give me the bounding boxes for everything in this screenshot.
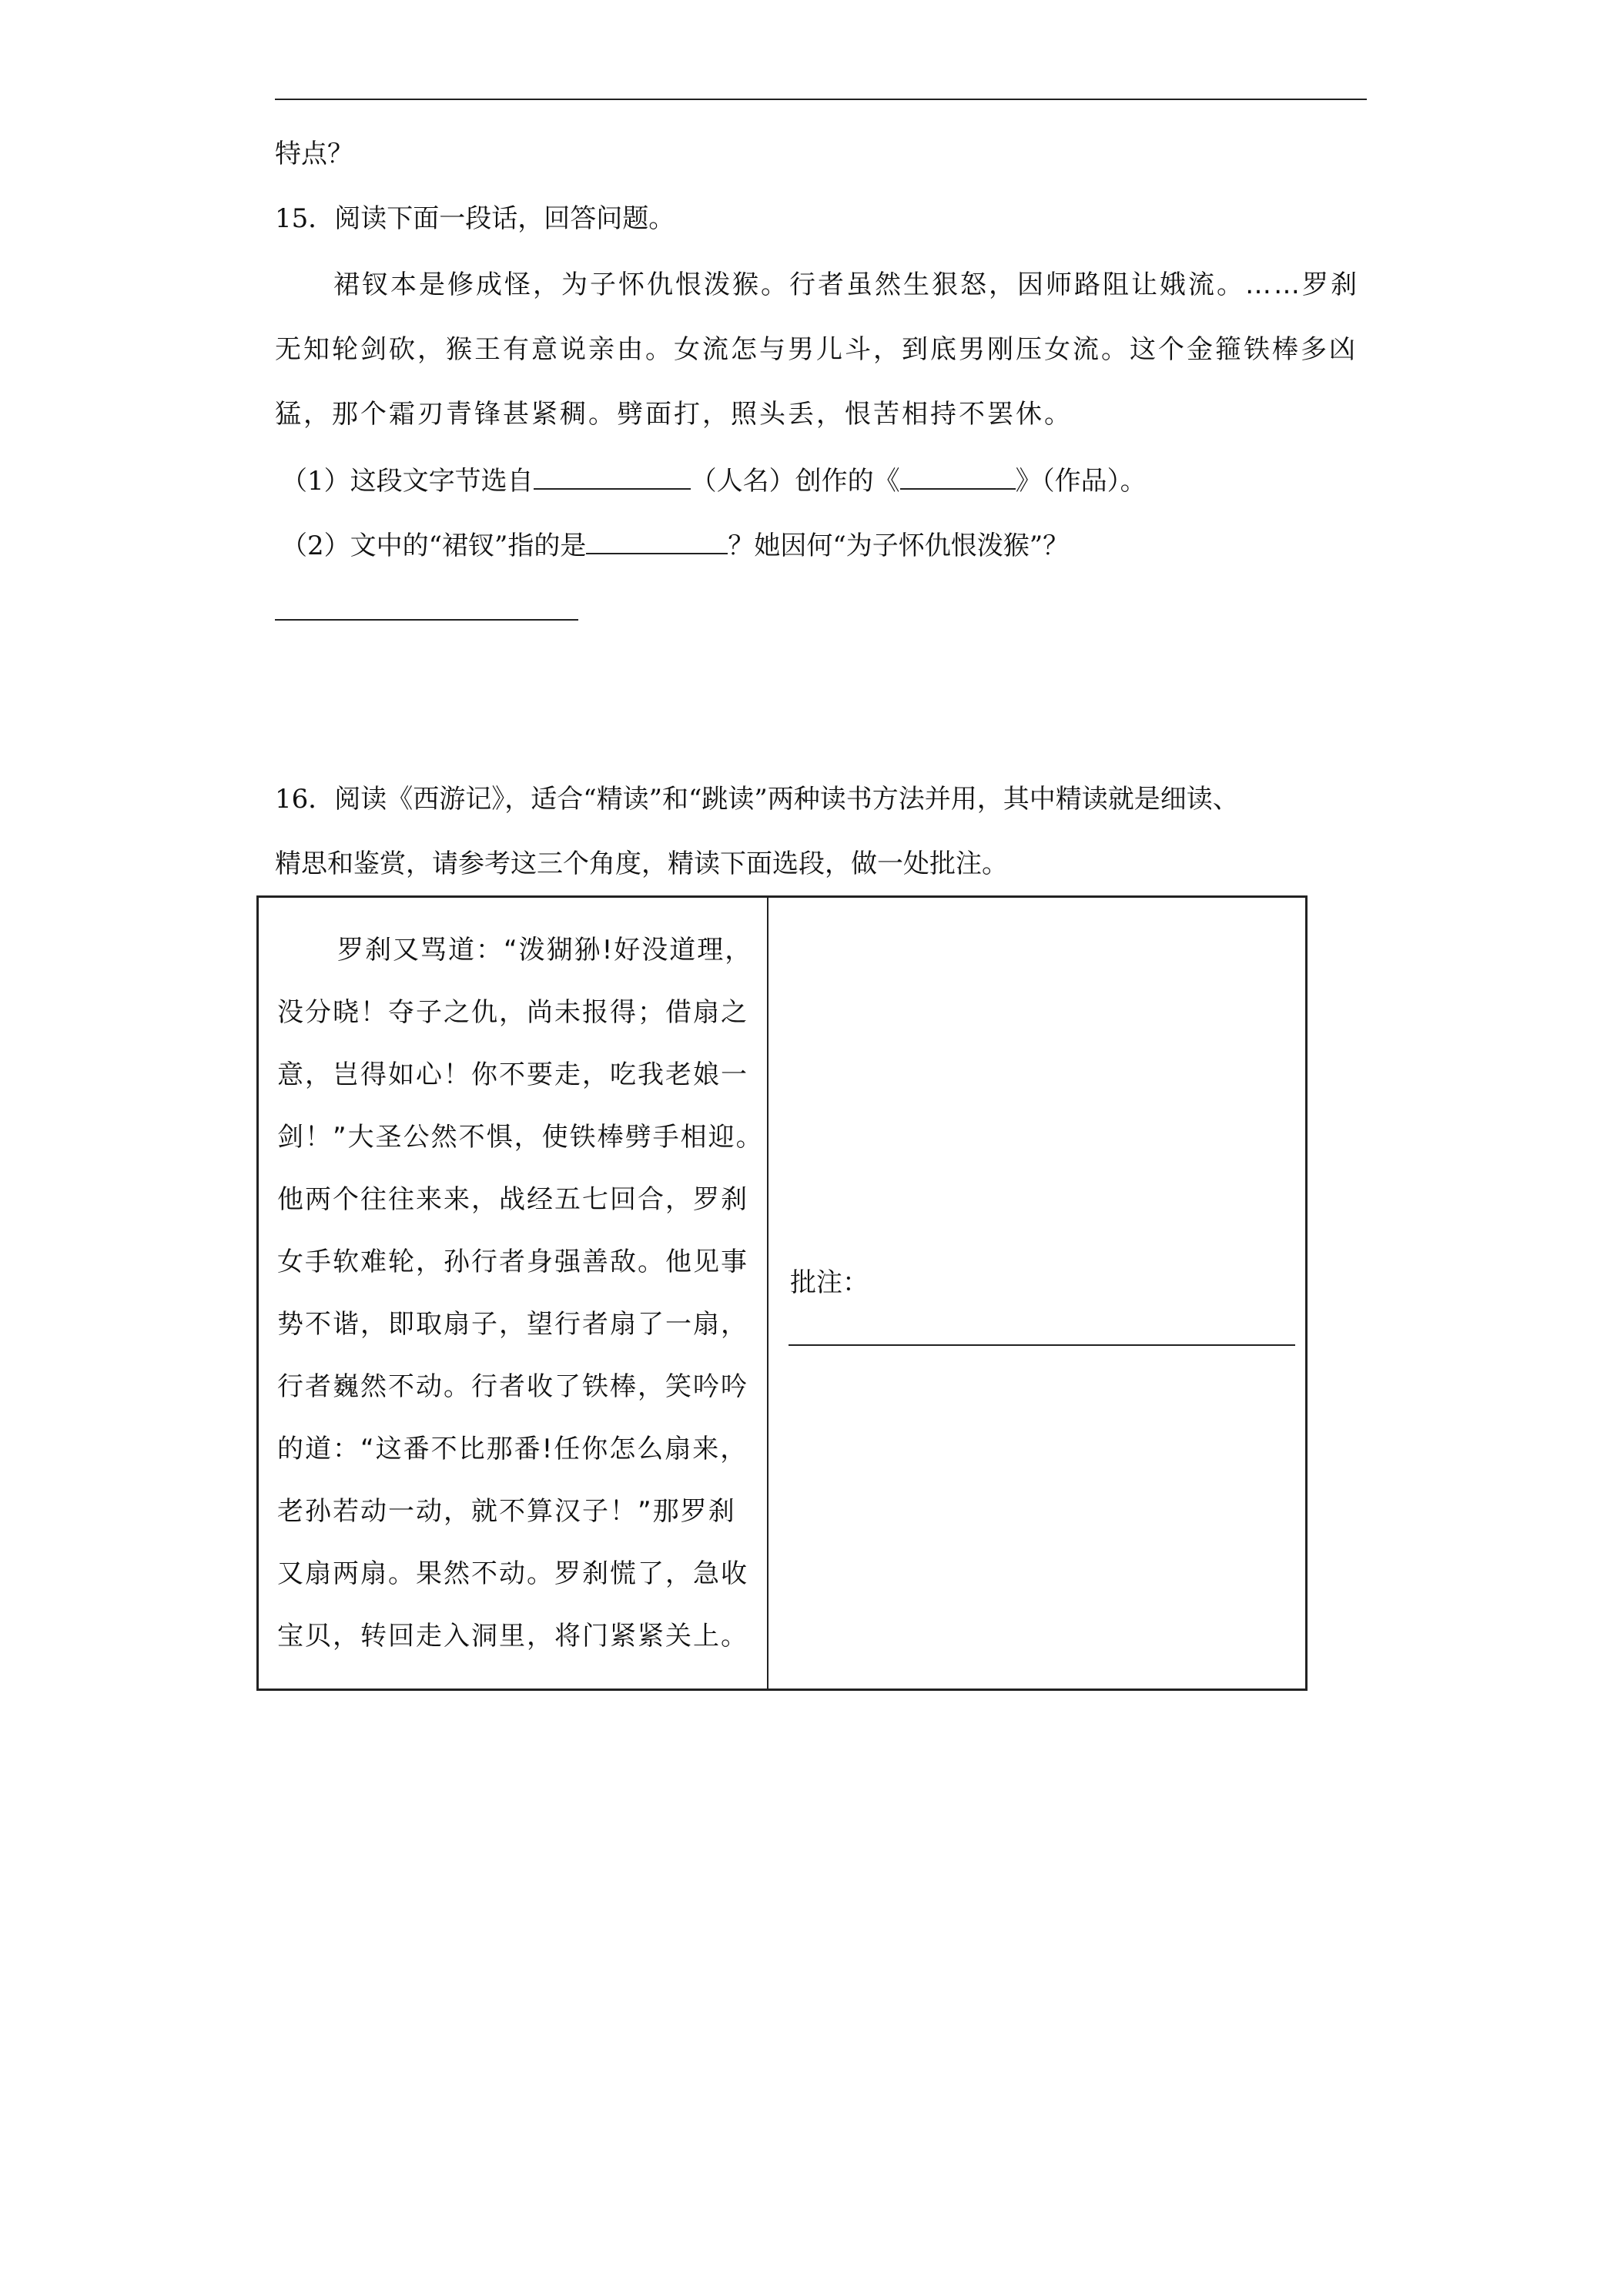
- q15-passage-line-1: 裙钗本是修成怪，为子怀仇恨泼猴。行者虽然生狠怒，因师路阻让娥流。……罗刹: [333, 269, 1359, 300]
- q16-prompt-line-1: 16．阅读《西游记》，适合“精读”和“跳读”两种读书方法并用，其中精读就是细读、: [275, 784, 1239, 815]
- q15-sub1-text-b: （人名）创作的《: [690, 466, 900, 497]
- excerpt-line: 老孙若动一动，就不算汉子！”那罗刹: [277, 1496, 736, 1527]
- excerpt-line: 没分晓！夺子之仇，尚未报得；借扇之: [277, 997, 748, 1028]
- q15-sub1-text-a: （1）这段文字节选自: [281, 466, 534, 497]
- q15-sub1-text-c: 》（作品）。: [1015, 466, 1147, 497]
- question-continuation: 特点？: [275, 139, 353, 169]
- excerpt-line: 宝贝，转回走入洞里，将门紧紧关上。: [277, 1621, 748, 1652]
- q15-sub2-text-b: ？她因何“为子怀仇恨泼猴”？: [728, 530, 1070, 561]
- q15-sub2-text-a: （2）文中的“裙钗”指的是: [281, 530, 587, 561]
- excerpt-line: 又扇两扇。果然不动。罗刹慌了，急收: [277, 1558, 748, 1589]
- excerpt-line: 意，岂得如心！你不要走，吃我老娘一: [277, 1059, 748, 1090]
- q15-passage-line-2: 无知轮剑砍，猴王有意说亲由。女流怎与男儿斗，到底男刚压女流。这个金箍铁棒多凶: [275, 334, 1358, 365]
- q15-passage-line-3: 猛，那个霜刃青锋甚紧稠。劈面打，照头丢，恨苦相持不罢休。: [275, 399, 1073, 430]
- work-title-blank[interactable]: [900, 462, 1016, 490]
- qunchai-blank[interactable]: [586, 527, 728, 554]
- q15-answer-line[interactable]: [275, 619, 578, 621]
- annotation-label: 批注：: [790, 1267, 869, 1298]
- annotation-answer-line[interactable]: [789, 1344, 1295, 1346]
- excerpt-cell: [277, 919, 764, 1668]
- excerpt-line: 他两个往往来来，战经五七回合，罗刹: [277, 1184, 748, 1215]
- q15-sub2: [281, 527, 1069, 563]
- q15-sub1: [281, 462, 1147, 498]
- excerpt-line: 剑！”大圣公然不惧，使铁棒劈手相迎。: [277, 1122, 764, 1153]
- q16-prompt-line-2: 精思和鉴赏，请参考这三个角度，精读下面选段，做一处批注。: [275, 848, 1008, 879]
- header-rule: [275, 99, 1367, 100]
- author-blank[interactable]: [534, 462, 691, 490]
- q15-prompt: 15．阅读下面一段话，回答问题。: [275, 203, 675, 234]
- table-divider: [767, 898, 768, 1689]
- excerpt-line: 势不谐，即取扇子，望行者扇了一扇，: [277, 1309, 748, 1340]
- excerpt-line: 女手软难轮，孙行者身强善敌。他见事: [277, 1247, 748, 1277]
- excerpt-line: 罗刹又骂道：“泼猢狲!好没道理，: [337, 935, 753, 966]
- excerpt-line: 行者巍然不动。行者收了铁棒，笑吟吟: [277, 1371, 748, 1402]
- annotation-table: [256, 895, 1308, 1691]
- excerpt-line: 的道：“这番不比那番!任你怎么扇来，: [277, 1434, 748, 1464]
